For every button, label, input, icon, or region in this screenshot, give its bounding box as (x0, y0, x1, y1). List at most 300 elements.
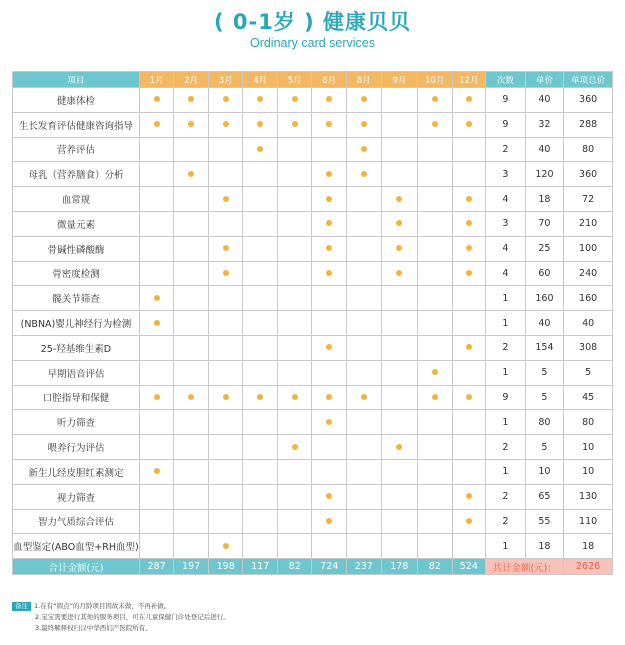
month-cell (346, 360, 381, 385)
month-cell (452, 509, 486, 534)
month-cell (243, 261, 278, 286)
month-cell (418, 137, 453, 162)
month-cell (208, 410, 243, 435)
month-cell (381, 435, 418, 460)
month-cell (174, 236, 209, 261)
month-cell (243, 311, 278, 336)
unit-price-cell: 5 (525, 385, 564, 410)
service-name: 早期语音评估 (13, 360, 140, 385)
unit-price-cell: 160 (525, 286, 564, 311)
table-row (13, 335, 613, 360)
month-cell (418, 236, 453, 261)
unit-price-cell: 40 (525, 88, 564, 113)
table-row (13, 385, 613, 410)
month-cell (346, 112, 381, 137)
month-cell (174, 335, 209, 360)
month-cell (174, 187, 209, 212)
footer-month-total: 82 (418, 559, 453, 575)
service-name: 听力筛查 (13, 410, 140, 435)
month-cell (208, 385, 243, 410)
month-cell (174, 385, 209, 410)
scheduled-dot-icon (154, 96, 160, 102)
count-cell: 9 (486, 385, 526, 410)
month-cell (208, 236, 243, 261)
service-name: 母乳（营养膳食）分析 (13, 162, 140, 187)
month-cell (452, 435, 486, 460)
notes-section (12, 601, 230, 634)
month-cell (174, 137, 209, 162)
month-cell (312, 311, 347, 336)
total-cell: 5 (564, 360, 613, 385)
scheduled-dot-icon (361, 121, 367, 127)
month-cell (346, 162, 381, 187)
header-month: 6月 (312, 72, 347, 88)
total-cell: 18 (564, 534, 613, 559)
month-cell (174, 261, 209, 286)
table-row (13, 88, 613, 113)
month-cell (452, 187, 486, 212)
month-cell (139, 187, 174, 212)
month-cell (346, 261, 381, 286)
scheduled-dot-icon (257, 146, 263, 152)
service-name: 微量元素 (13, 211, 140, 236)
count-cell: 1 (486, 286, 526, 311)
scheduled-dot-icon (361, 96, 367, 102)
month-cell (277, 137, 312, 162)
scheduled-dot-icon (466, 493, 472, 499)
month-cell (381, 137, 418, 162)
scheduled-dot-icon (326, 344, 332, 350)
scheduled-dot-icon (223, 270, 229, 276)
total-cell: 360 (564, 88, 613, 113)
scheduled-dot-icon (326, 196, 332, 202)
service-name: 骨碱性磷酸酶 (13, 236, 140, 261)
month-cell (174, 360, 209, 385)
month-cell (174, 435, 209, 460)
month-cell (208, 162, 243, 187)
month-cell (346, 484, 381, 509)
count-cell: 1 (486, 534, 526, 559)
total-cell: 80 (564, 410, 613, 435)
month-cell (243, 88, 278, 113)
month-cell (277, 410, 312, 435)
month-cell (139, 236, 174, 261)
month-cell (312, 335, 347, 360)
month-cell (243, 137, 278, 162)
scheduled-dot-icon (223, 245, 229, 251)
month-cell (312, 286, 347, 311)
total-cell: 45 (564, 385, 613, 410)
month-cell (208, 360, 243, 385)
table-row (13, 162, 613, 187)
scheduled-dot-icon (326, 518, 332, 524)
month-cell (452, 410, 486, 435)
month-cell (208, 286, 243, 311)
header-month: 10月 (418, 72, 453, 88)
month-cell (452, 484, 486, 509)
scheduled-dot-icon (292, 96, 298, 102)
scheduled-dot-icon (257, 394, 263, 400)
header-total: 单项总价 (564, 72, 613, 88)
count-cell: 4 (486, 187, 526, 212)
month-cell (139, 410, 174, 435)
scheduled-dot-icon (188, 171, 194, 177)
scheduled-dot-icon (326, 493, 332, 499)
month-cell (452, 211, 486, 236)
table-row (13, 137, 613, 162)
unit-price-cell: 18 (525, 534, 564, 559)
month-cell (139, 162, 174, 187)
scheduled-dot-icon (432, 394, 438, 400)
scheduled-dot-icon (154, 320, 160, 326)
table-row (13, 112, 613, 137)
month-cell (243, 211, 278, 236)
footer-grand-label: 共计金额(元)： (486, 559, 564, 575)
footer-month-total: 237 (346, 559, 381, 575)
scheduled-dot-icon (326, 394, 332, 400)
total-cell: 40 (564, 311, 613, 336)
month-cell (139, 286, 174, 311)
month-cell (452, 261, 486, 286)
month-cell (312, 112, 347, 137)
unit-price-cell: 65 (525, 484, 564, 509)
service-name: 喂养行为评估 (13, 435, 140, 460)
total-cell: 10 (564, 435, 613, 460)
total-cell: 240 (564, 261, 613, 286)
count-cell: 1 (486, 459, 526, 484)
footer-grand-total: 2626 (564, 559, 613, 575)
month-cell (243, 187, 278, 212)
month-cell (243, 286, 278, 311)
unit-price-cell: 5 (525, 435, 564, 460)
service-name: 髋关节筛查 (13, 286, 140, 311)
scheduled-dot-icon (326, 171, 332, 177)
month-cell (418, 211, 453, 236)
month-cell (381, 335, 418, 360)
unit-price-cell: 5 (525, 360, 564, 385)
header-month: 4月 (243, 72, 278, 88)
scheduled-dot-icon (466, 270, 472, 276)
scheduled-dot-icon (257, 121, 263, 127)
month-cell (346, 534, 381, 559)
month-cell (277, 211, 312, 236)
scheduled-dot-icon (361, 171, 367, 177)
month-cell (174, 162, 209, 187)
page-title: ( 0-1岁 ) 健康贝贝 (213, 10, 412, 34)
footer-month-total: 724 (312, 559, 347, 575)
month-cell (174, 112, 209, 137)
scheduled-dot-icon (188, 121, 194, 127)
table-row (13, 459, 613, 484)
month-cell (452, 534, 486, 559)
month-cell (452, 360, 486, 385)
month-cell (243, 236, 278, 261)
count-cell: 4 (486, 261, 526, 286)
month-cell (208, 435, 243, 460)
month-cell (381, 484, 418, 509)
month-cell (381, 236, 418, 261)
month-cell (243, 410, 278, 435)
month-cell (346, 236, 381, 261)
month-cell (418, 311, 453, 336)
header-unit-price: 单价 (525, 72, 564, 88)
count-cell: 2 (486, 509, 526, 534)
scheduled-dot-icon (466, 394, 472, 400)
service-name: 新生儿经皮胆红素测定 (13, 459, 140, 484)
month-cell (346, 410, 381, 435)
total-cell: 72 (564, 187, 613, 212)
scheduled-dot-icon (223, 121, 229, 127)
month-cell (418, 162, 453, 187)
count-cell: 2 (486, 335, 526, 360)
month-cell (346, 137, 381, 162)
table-row (13, 187, 613, 212)
month-cell (208, 137, 243, 162)
table-header-row (13, 72, 613, 88)
month-cell (418, 112, 453, 137)
month-cell (418, 335, 453, 360)
month-cell (277, 162, 312, 187)
scheduled-dot-icon (396, 220, 402, 226)
month-cell (208, 211, 243, 236)
scheduled-dot-icon (292, 394, 298, 400)
month-cell (381, 385, 418, 410)
notes-tag: 备注 (12, 602, 31, 611)
month-cell (277, 360, 312, 385)
month-cell (174, 286, 209, 311)
scheduled-dot-icon (396, 444, 402, 450)
header-month: 8月 (346, 72, 381, 88)
note-line: 2.宝宝需要进行其他的服务项目，可在儿童保健门诊处登记后进行。 (35, 613, 230, 621)
month-cell (346, 286, 381, 311)
month-cell (452, 162, 486, 187)
scheduled-dot-icon (466, 96, 472, 102)
month-cell (277, 112, 312, 137)
table-body (13, 88, 613, 559)
month-cell (312, 435, 347, 460)
month-cell (174, 534, 209, 559)
total-cell: 360 (564, 162, 613, 187)
month-cell (346, 435, 381, 460)
month-cell (312, 137, 347, 162)
unit-price-cell: 154 (525, 335, 564, 360)
month-cell (243, 360, 278, 385)
month-cell (174, 311, 209, 336)
scheduled-dot-icon (466, 344, 472, 350)
month-cell (346, 385, 381, 410)
page-subtitle: Ordinary card services (249, 36, 376, 50)
month-cell (418, 509, 453, 534)
month-cell (418, 435, 453, 460)
service-name: 健康体检 (13, 88, 140, 113)
month-cell (277, 435, 312, 460)
table-row (13, 286, 613, 311)
month-cell (381, 88, 418, 113)
month-cell (346, 509, 381, 534)
month-cell (312, 410, 347, 435)
total-cell: 210 (564, 211, 613, 236)
month-cell (208, 509, 243, 534)
scheduled-dot-icon (326, 419, 332, 425)
month-cell (277, 187, 312, 212)
service-name: 血型鉴定(ABO血型+RH血型) (13, 534, 140, 559)
scheduled-dot-icon (466, 121, 472, 127)
month-cell (312, 360, 347, 385)
month-cell (243, 509, 278, 534)
unit-price-cell: 70 (525, 211, 564, 236)
scheduled-dot-icon (326, 270, 332, 276)
scheduled-dot-icon (223, 96, 229, 102)
table-row (13, 211, 613, 236)
month-cell (381, 211, 418, 236)
total-cell: 288 (564, 112, 613, 137)
total-cell: 80 (564, 137, 613, 162)
count-cell: 1 (486, 410, 526, 435)
scheduled-dot-icon (466, 518, 472, 524)
month-cell (208, 534, 243, 559)
table-row (13, 509, 613, 534)
count-cell: 3 (486, 162, 526, 187)
month-cell (277, 459, 312, 484)
header-month: 3月 (208, 72, 243, 88)
month-cell (312, 187, 347, 212)
month-cell (381, 261, 418, 286)
scheduled-dot-icon (326, 220, 332, 226)
footer-month-total: 198 (208, 559, 243, 575)
month-cell (452, 236, 486, 261)
month-cell (139, 484, 174, 509)
month-cell (312, 236, 347, 261)
month-cell (418, 459, 453, 484)
month-cell (418, 385, 453, 410)
month-cell (452, 311, 486, 336)
month-cell (277, 385, 312, 410)
scheduled-dot-icon (154, 394, 160, 400)
month-cell (139, 509, 174, 534)
unit-price-cell: 120 (525, 162, 564, 187)
header-month: 9月 (381, 72, 418, 88)
count-cell: 9 (486, 112, 526, 137)
month-cell (452, 112, 486, 137)
total-cell: 110 (564, 509, 613, 534)
scheduled-dot-icon (466, 245, 472, 251)
count-cell: 1 (486, 360, 526, 385)
unit-price-cell: 40 (525, 137, 564, 162)
table-row (13, 484, 613, 509)
month-cell (381, 286, 418, 311)
service-name: 骨密度检测 (13, 261, 140, 286)
service-name: 血常规 (13, 187, 140, 212)
unit-price-cell: 32 (525, 112, 564, 137)
month-cell (452, 286, 486, 311)
month-cell (381, 311, 418, 336)
month-cell (139, 385, 174, 410)
month-cell (139, 112, 174, 137)
month-cell (208, 261, 243, 286)
scheduled-dot-icon (326, 245, 332, 251)
month-cell (139, 534, 174, 559)
count-cell: 2 (486, 435, 526, 460)
month-cell (452, 137, 486, 162)
footer-month-total: 178 (381, 559, 418, 575)
scheduled-dot-icon (223, 543, 229, 549)
header-item: 项目 (13, 72, 140, 88)
month-cell (452, 385, 486, 410)
service-name: 视力筛查 (13, 484, 140, 509)
count-cell: 2 (486, 137, 526, 162)
month-cell (277, 311, 312, 336)
scheduled-dot-icon (432, 369, 438, 375)
month-cell (208, 335, 243, 360)
table-row (13, 410, 613, 435)
month-cell (243, 112, 278, 137)
month-cell (208, 112, 243, 137)
month-cell (418, 88, 453, 113)
month-cell (208, 484, 243, 509)
month-cell (346, 335, 381, 360)
month-cell (174, 88, 209, 113)
header-count: 次数 (486, 72, 526, 88)
scheduled-dot-icon (223, 394, 229, 400)
month-cell (277, 286, 312, 311)
table-footer-row (13, 559, 613, 575)
month-cell (174, 484, 209, 509)
month-cell (381, 112, 418, 137)
month-cell (381, 410, 418, 435)
scheduled-dot-icon (396, 245, 402, 251)
month-cell (174, 211, 209, 236)
unit-price-cell: 18 (525, 187, 564, 212)
header-month: 5月 (277, 72, 312, 88)
unit-price-cell: 25 (525, 236, 564, 261)
table-row (13, 435, 613, 460)
scheduled-dot-icon (292, 444, 298, 450)
service-name: 智力气质综合评估 (13, 509, 140, 534)
month-cell (452, 88, 486, 113)
month-cell (139, 261, 174, 286)
month-cell (139, 88, 174, 113)
scheduled-dot-icon (466, 220, 472, 226)
month-cell (312, 509, 347, 534)
note-line: 3.最终解释权归汉中华西妇产医院所有。 (35, 624, 152, 632)
month-cell (418, 484, 453, 509)
scheduled-dot-icon (292, 121, 298, 127)
scheduled-dot-icon (361, 394, 367, 400)
month-cell (243, 335, 278, 360)
unit-price-cell: 40 (525, 311, 564, 336)
header-month: 1月 (139, 72, 174, 88)
month-cell (139, 335, 174, 360)
service-name: 25-羟基维生素D (13, 335, 140, 360)
total-cell: 10 (564, 459, 613, 484)
service-name: 口腔指导和保健 (13, 385, 140, 410)
month-cell (208, 187, 243, 212)
header-month: 2月 (174, 72, 209, 88)
table-row (13, 360, 613, 385)
scheduled-dot-icon (396, 270, 402, 276)
month-cell (277, 534, 312, 559)
table-row (13, 236, 613, 261)
month-cell (346, 187, 381, 212)
unit-price-cell: 60 (525, 261, 564, 286)
month-cell (312, 88, 347, 113)
footer-month-total: 197 (174, 559, 209, 575)
month-cell (381, 534, 418, 559)
month-cell (277, 261, 312, 286)
total-cell: 130 (564, 484, 613, 509)
table-row (13, 261, 613, 286)
month-cell (381, 459, 418, 484)
